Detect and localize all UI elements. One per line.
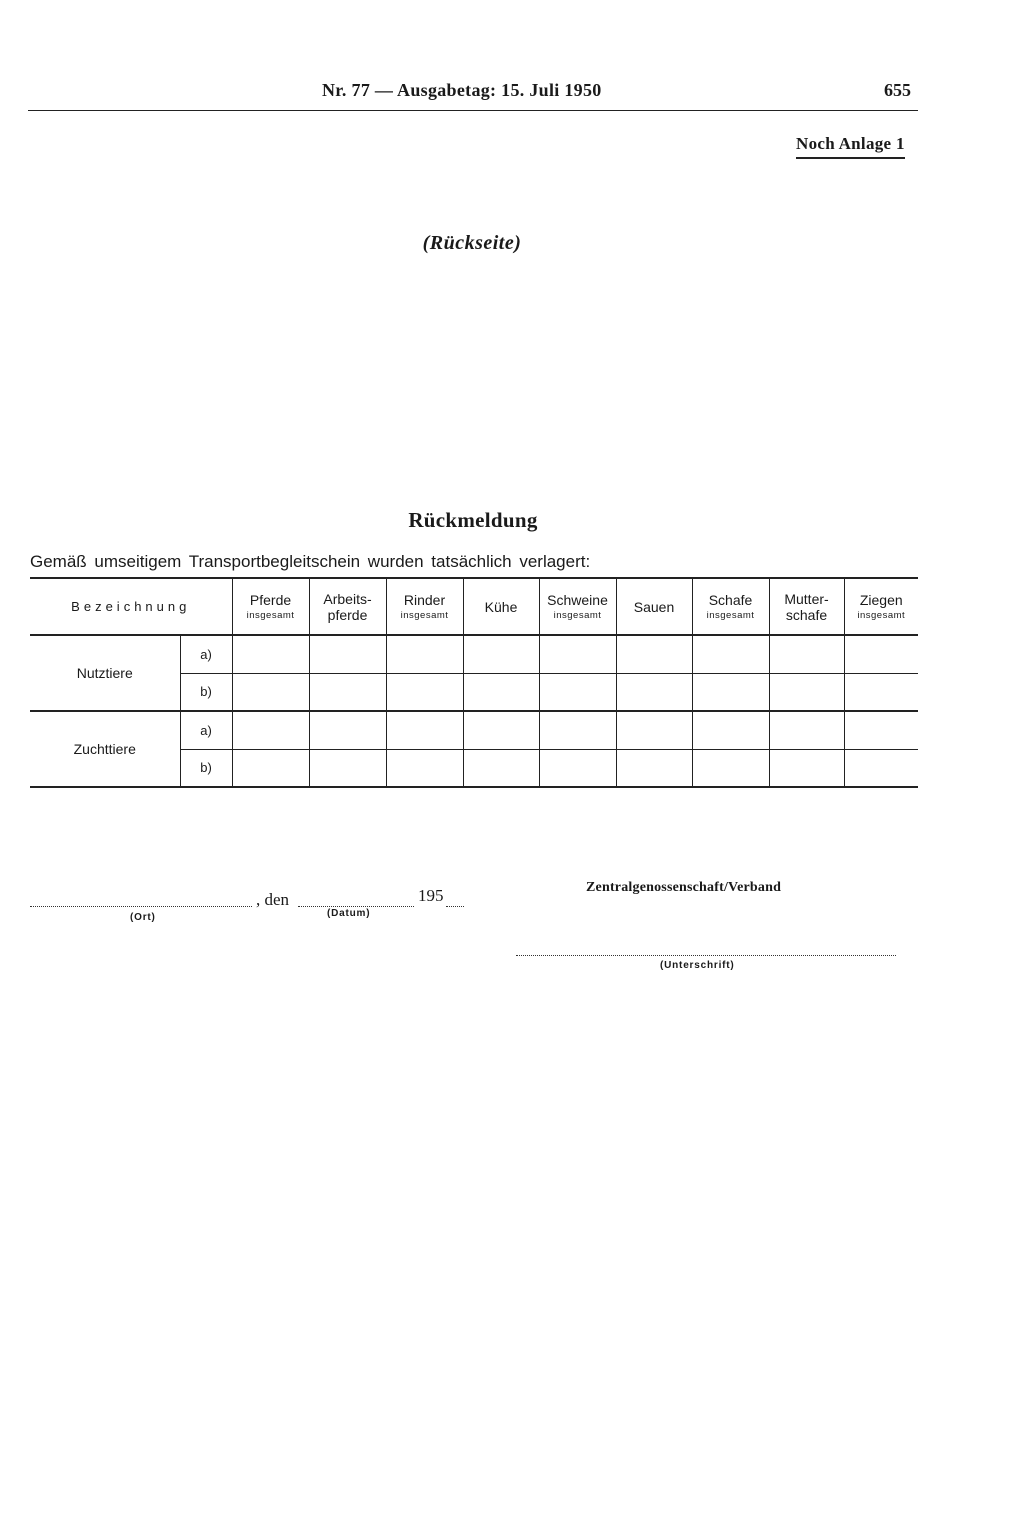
column-header-schafe: [692, 578, 769, 635]
row-label: b): [180, 673, 232, 711]
table-row: [30, 635, 918, 673]
place-field[interactable]: [30, 906, 252, 907]
table-cell[interactable]: [463, 749, 539, 787]
table-cell[interactable]: [386, 711, 463, 749]
column-header-sauen: [616, 578, 692, 635]
header-rule: [28, 110, 918, 111]
table-cell[interactable]: [309, 635, 386, 673]
table-cell[interactable]: [616, 635, 692, 673]
column-label: Kühe: [484, 598, 518, 615]
header-title: Nr. 77 — Ausgabetag: 15. Juli 1950: [322, 80, 602, 100]
column-label: Ziegen: [859, 591, 903, 608]
table-header-row: [30, 578, 918, 635]
report-title: Rückmeldung: [408, 508, 538, 532]
table-cell[interactable]: [769, 635, 844, 673]
place-caption: (Ort): [130, 912, 156, 923]
column-label: Mutter- schafe: [784, 590, 829, 623]
signature-field[interactable]: [516, 955, 896, 956]
column-sublabel: insgesamt: [553, 609, 602, 621]
column-label: Arbeits- pferde: [323, 590, 372, 623]
table-cell[interactable]: [844, 711, 918, 749]
table-cell[interactable]: [386, 673, 463, 711]
table-cell[interactable]: [539, 635, 616, 673]
column-header-rinder: [386, 578, 463, 635]
table-cell[interactable]: [386, 749, 463, 787]
date-caption: (Datum): [327, 908, 371, 919]
table-cell[interactable]: [539, 749, 616, 787]
table-cell[interactable]: [232, 749, 309, 787]
column-label: Schafe: [708, 591, 753, 608]
table-cell[interactable]: [309, 673, 386, 711]
table-cell[interactable]: [232, 673, 309, 711]
report-intro: Gemäß umseitigem Transportbegleitschein wurden tatsächlich verlagert:: [30, 552, 591, 571]
column-label: Schweine: [547, 591, 608, 608]
column-sublabel: insgesamt: [857, 609, 906, 621]
column-sublabel: insgesamt: [400, 609, 449, 621]
page-number: 655: [884, 80, 911, 100]
column-header-pferde: [232, 578, 309, 635]
table-cell[interactable]: [463, 673, 539, 711]
table-cell[interactable]: [232, 711, 309, 749]
table-cell[interactable]: [539, 673, 616, 711]
row-label: a): [180, 635, 232, 673]
column-label: Rinder: [403, 591, 446, 608]
column-header-bezeichnung: Bezeichnung: [30, 578, 232, 635]
table-cell[interactable]: [769, 711, 844, 749]
column-header-schweine: [539, 578, 616, 635]
table-cell[interactable]: [616, 673, 692, 711]
table-cell[interactable]: [616, 711, 692, 749]
table-cell[interactable]: [692, 673, 769, 711]
table-cell[interactable]: [844, 673, 918, 711]
column-header-ziegen: [844, 578, 918, 635]
year-prefix: 195: [418, 886, 444, 905]
column-label: Sauen: [633, 598, 675, 615]
column-sublabel: insgesamt: [706, 609, 755, 621]
year-field[interactable]: [446, 906, 464, 907]
table-cell[interactable]: [692, 711, 769, 749]
annex-label: Noch Anlage 1: [796, 134, 905, 159]
column-header-arbeitspferde: [309, 578, 386, 635]
row-label: b): [180, 749, 232, 787]
organization-label: Zentralgenossenschaft/Verband: [586, 880, 782, 895]
place-date-line: [30, 884, 470, 924]
table-cell[interactable]: [463, 635, 539, 673]
column-header-kuehe: [463, 578, 539, 635]
signature-caption: (Unterschrift): [660, 960, 735, 971]
table-cell[interactable]: [769, 749, 844, 787]
table-cell[interactable]: [539, 711, 616, 749]
backside-label: (Rückseite): [422, 232, 522, 254]
group-label-nutztiere: Nutztiere: [30, 635, 180, 711]
table-cell[interactable]: [692, 635, 769, 673]
date-field[interactable]: [298, 906, 414, 907]
den-label: , den: [256, 890, 290, 909]
livestock-table: [30, 577, 918, 788]
column-header-mutterschafe: [769, 578, 844, 635]
table-cell[interactable]: [692, 749, 769, 787]
table-row: [30, 711, 918, 749]
table-cell[interactable]: [844, 749, 918, 787]
group-label-zuchttiere: Zuchttiere: [30, 711, 180, 787]
table-cell[interactable]: [463, 711, 539, 749]
table-cell[interactable]: [386, 635, 463, 673]
table-cell[interactable]: [309, 711, 386, 749]
column-sublabel: insgesamt: [246, 609, 295, 621]
row-label: a): [180, 711, 232, 749]
column-label: Pferde: [249, 591, 292, 608]
table-cell[interactable]: [232, 635, 309, 673]
table-cell[interactable]: [309, 749, 386, 787]
table-cell[interactable]: [844, 635, 918, 673]
table-cell[interactable]: [769, 673, 844, 711]
table-cell[interactable]: [616, 749, 692, 787]
